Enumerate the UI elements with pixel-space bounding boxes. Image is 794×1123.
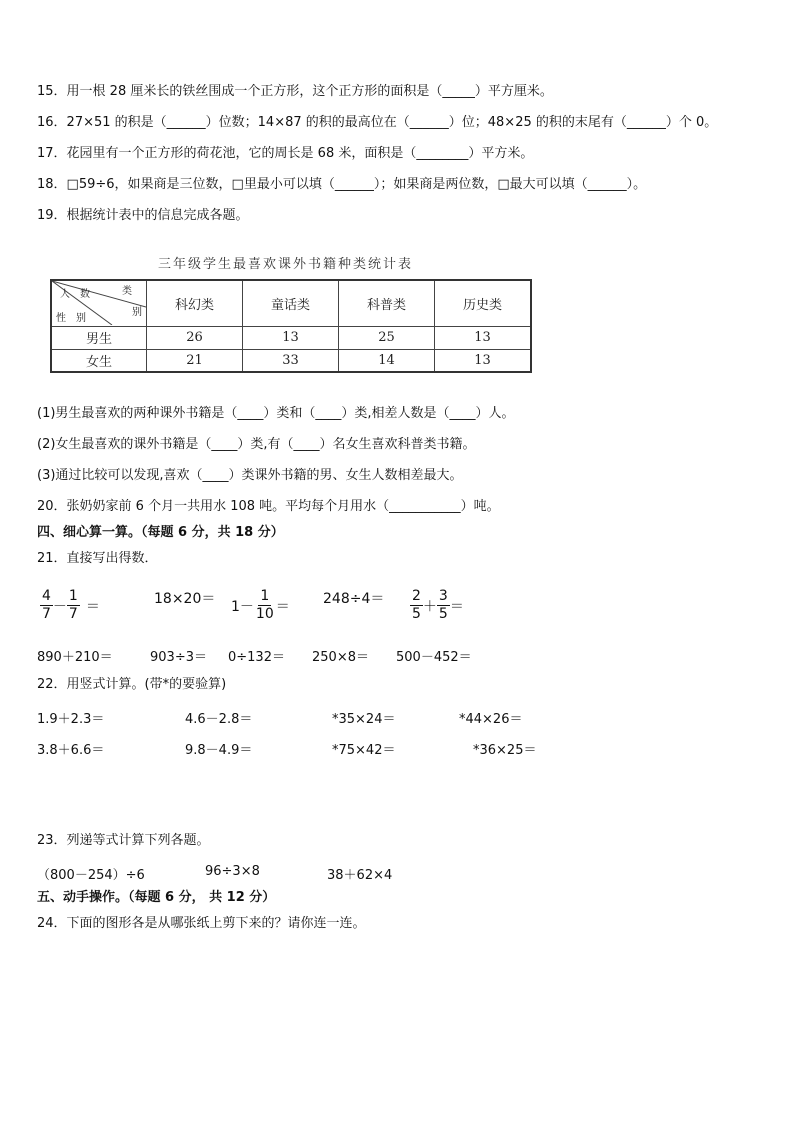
section-4-heading: 四、细心算一算。（每题 6 分，共 18 分） <box>37 525 284 540</box>
corner-mid: 人 数 <box>60 289 90 300</box>
q15: 15．用一根 28 厘米长的铁丝围成一个正方形，这个正方形的面积是（_____）平方厘米。 <box>37 84 553 99</box>
q17: 17．花园里有一个正方形的荷花池，它的周长是 68 米，面积是（________）平方米。 <box>37 146 534 161</box>
calc-item: 0÷132＝ <box>228 650 285 665</box>
calc-item: 96÷3×8 <box>205 864 260 879</box>
frac-expr-5 <box>410 588 464 623</box>
table-cell: 13 <box>435 349 532 372</box>
corner-bottom: 性 别 <box>56 313 86 324</box>
table-cell: 25 <box>339 326 435 349</box>
calc-item: *36×25＝ <box>473 743 537 758</box>
col-header: 科普类 <box>339 280 435 326</box>
calc-item: （800－254）÷6 <box>37 868 145 883</box>
expr-prefix: 1－ <box>231 598 254 615</box>
table-cell: 14 <box>339 349 435 372</box>
q19-1: (1)男生最喜欢的两种课外书籍是（____）类和（____）类,相差人数是（____）人。 <box>37 406 515 421</box>
table-cell: 21 <box>147 349 243 372</box>
fraction: $\frac{1}{7}$ <box>68 588 78 622</box>
q19: 19．根据统计表中的信息完成各题。 <box>37 208 249 223</box>
calc-item: 903÷3＝ <box>150 650 207 665</box>
table-row <box>51 349 531 372</box>
calc-item: 890＋210＝ <box>37 650 113 665</box>
equals: ＝ <box>449 598 464 615</box>
fraction: $\frac{2}{5}$ <box>412 588 421 622</box>
calc-item: 248÷4＝ <box>323 591 385 607</box>
q24: 24．下面的图形各是从哪张纸上剪下来的？请你连一连。 <box>37 916 366 931</box>
table-cell: 13 <box>243 326 339 349</box>
q22: 22．用竖式计算。(带*的要验算) <box>37 677 227 692</box>
fraction: $\frac{3}{5}$ <box>438 588 448 622</box>
fraction: $\frac{1}{10}$ <box>255 588 274 622</box>
stat-table <box>50 279 532 373</box>
table-cell: 33 <box>243 349 339 372</box>
operator: － <box>52 598 67 615</box>
q19-2: (2)女生最喜欢的课外书籍是（____）类,有（____）名女生喜欢科普类书籍。 <box>37 437 476 452</box>
q19-3: (3)通过比较可以发现,喜欢（____）类课外书籍的男、女生人数相差最大。 <box>37 468 463 483</box>
q23: 23．列递等式计算下列各题。 <box>37 833 210 848</box>
table-row <box>51 326 531 349</box>
calc-item: 4.6－2.8＝ <box>185 712 253 727</box>
calc-item: 9.8－4.9＝ <box>185 743 253 758</box>
equals: ＝ <box>275 598 290 615</box>
col-header: 科幻类 <box>147 280 243 326</box>
corner-top: 类 <box>122 286 132 297</box>
frac-expr-3 <box>231 588 290 623</box>
calc-item: 38＋62×4 <box>327 868 393 883</box>
operator: ＋ <box>422 598 437 615</box>
q20: 20．张奶奶家前 6 个月一共用水 108 吨。平均每个月用水（___________）吨。 <box>37 499 500 514</box>
col-header: 历史类 <box>435 280 532 326</box>
q18: 18．□59÷6，如果商是三位数，□里最小可以填（______）；如果商是两位数，□最大可以填（______）。 <box>37 177 647 192</box>
col-header: 童话类 <box>243 280 339 326</box>
table-corner-cell <box>51 280 147 326</box>
table-cell: 13 <box>435 326 532 349</box>
calc-item: 250×8＝ <box>312 650 369 665</box>
calc-item: 3.8＋6.6＝ <box>37 743 105 758</box>
calc-item: 500－452＝ <box>396 650 472 665</box>
section-5-heading: 五、动手操作。（每题 6 分， 共 12 分） <box>37 890 276 905</box>
row-label: 女生 <box>51 349 147 372</box>
calc-item: 1.9＋2.3＝ <box>37 712 105 727</box>
frac-expr-1 <box>40 588 100 623</box>
row-label: 男生 <box>51 326 147 349</box>
table-title: 三年级学生最喜欢课外书籍种类统计表 <box>158 257 414 272</box>
equals: ＝ <box>85 598 100 615</box>
q16: 16．27×51 的积是（______）位数；14×87 的积的最高位在（______）位；48×25 的积的末尾有（______）个 0。 <box>37 115 718 130</box>
calc-item: *35×24＝ <box>332 712 396 727</box>
calc-item: 18×20＝ <box>154 591 216 607</box>
q21: 21．直接写出得数． <box>37 551 158 566</box>
fraction: $\frac{4}{7}$ <box>42 588 51 622</box>
corner-top2: 别 <box>132 307 142 318</box>
calc-item: *75×42＝ <box>332 743 396 758</box>
table-cell: 26 <box>147 326 243 349</box>
calc-item: *44×26＝ <box>459 712 523 727</box>
